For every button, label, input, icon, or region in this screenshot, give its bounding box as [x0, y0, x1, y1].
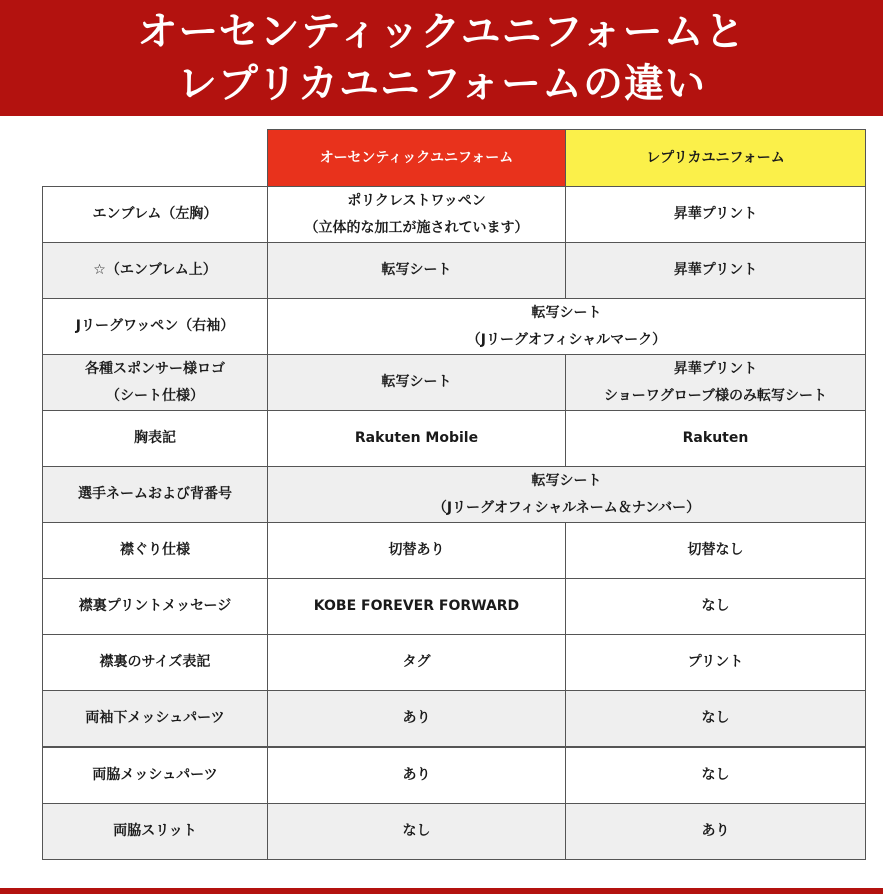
item-cell-text: 選手ネームおよび背番号	[78, 486, 232, 502]
authentic-cell	[268, 523, 566, 579]
authentic-cell-text: Rakuten Mobile	[354, 430, 479, 446]
item-cell-text: （シート仕様）	[106, 387, 204, 404]
authentic-cell-text: あり	[402, 767, 431, 783]
header-authentic: オーセンティックユニフォーム	[268, 130, 566, 187]
authentic-cell	[268, 691, 566, 747]
item-cell	[43, 748, 268, 804]
replica-cell	[566, 691, 866, 747]
authentic-cell-text: なし	[402, 823, 431, 839]
authentic-cell-text: KOBE FOREVER FORWARD	[313, 598, 520, 614]
item-cell-text: 襟ぐり仕様	[120, 542, 190, 558]
title-line-2: レプリカユニフォームの違い	[177, 61, 706, 107]
header-blank-cell	[43, 130, 268, 187]
item-cell-text: 両脇スリット	[113, 823, 197, 839]
item-cell	[43, 523, 268, 579]
authentic-cell	[268, 579, 566, 635]
authentic-cell-text: 切替あり	[388, 542, 445, 558]
authentic-cell	[268, 748, 566, 804]
table-row	[43, 243, 866, 299]
replica-cell	[566, 635, 866, 691]
item-cell	[43, 467, 268, 523]
item-cell	[43, 635, 268, 691]
authentic-cell	[268, 635, 566, 691]
table-row	[43, 355, 866, 411]
item-cell	[43, 804, 268, 860]
replica-cell	[566, 243, 866, 299]
replica-cell-text: 昇華プリント	[673, 360, 758, 377]
replica-cell-text: 切替なし	[687, 542, 744, 558]
item-cell-text: エンブレム（左胸）	[92, 206, 218, 222]
table-row	[43, 579, 866, 635]
table-row	[43, 804, 866, 860]
authentic-cell-text: （立体的な加工が施されています）	[304, 219, 529, 236]
replica-cell	[566, 579, 866, 635]
item-cell	[43, 187, 268, 243]
replica-cell-text: なし	[701, 598, 730, 614]
authentic-cell-text: 転写シート	[381, 262, 452, 278]
replica-cell	[566, 187, 866, 243]
item-cell-text: 襟裏のサイズ表記	[99, 654, 211, 670]
item-cell-text: Jリーグワッペン（右袖）	[75, 318, 235, 334]
replica-cell-text: プリント	[687, 654, 744, 670]
replica-cell	[566, 748, 866, 804]
comparison-table	[42, 129, 866, 860]
item-cell-text: ☆（エンブレム上）	[93, 262, 217, 278]
table-row	[43, 187, 866, 243]
authentic-cell	[268, 243, 566, 299]
replica-cell-text: なし	[701, 767, 730, 783]
item-cell	[43, 355, 268, 411]
table-row	[43, 691, 866, 747]
authentic-cell	[268, 355, 566, 411]
replica-cell	[566, 355, 866, 411]
item-cell	[43, 411, 268, 467]
table-row	[43, 748, 866, 804]
shared-cell	[268, 299, 866, 355]
authentic-cell-text: あり	[402, 710, 431, 726]
replica-cell-text: なし	[701, 710, 730, 726]
shared-cell-text: （Jリーグオフィシャルネーム＆ナンバー）	[432, 499, 701, 516]
item-cell	[43, 243, 268, 299]
shared-cell-text: 転写シート	[531, 472, 602, 489]
table-row	[43, 411, 866, 467]
item-cell	[43, 299, 268, 355]
replica-cell-text: ショーワグローブ様のみ転写シート	[603, 387, 828, 404]
item-cell-text: 各種スポンサー様ロゴ	[85, 360, 225, 377]
title-banner	[0, 0, 883, 116]
replica-cell-text: 昇華プリント	[673, 206, 758, 222]
item-cell-text: 両脇メッシュパーツ	[92, 767, 218, 783]
authentic-cell-text: 転写シート	[381, 374, 452, 390]
shared-cell-text: 転写シート	[531, 304, 602, 321]
table-row	[43, 523, 866, 579]
item-cell	[43, 691, 268, 747]
item-cell-text: 襟裏プリントメッセージ	[78, 598, 232, 614]
title-line-1: オーセンティックユニフォームと	[137, 9, 746, 55]
authentic-cell	[268, 187, 566, 243]
table-row	[43, 635, 866, 691]
authentic-cell	[268, 804, 566, 860]
authentic-cell	[268, 411, 566, 467]
item-cell-text: 両袖下メッシュパーツ	[85, 710, 225, 726]
replica-cell	[566, 804, 866, 860]
item-cell	[43, 579, 268, 635]
header-replica: レプリカユニフォーム	[566, 130, 866, 187]
header-row	[43, 130, 866, 187]
shared-cell-text: （Jリーグオフィシャルマーク）	[466, 331, 667, 348]
replica-cell	[566, 523, 866, 579]
item-cell-text: 胸表記	[134, 430, 176, 446]
table-row	[43, 467, 866, 523]
authentic-cell-text: ポリクレストワッペン	[347, 192, 486, 209]
authentic-cell-text: タグ	[402, 654, 431, 670]
replica-cell-text: Rakuten	[682, 430, 749, 446]
replica-cell-text: 昇華プリント	[673, 262, 758, 278]
replica-cell-text: あり	[701, 823, 730, 839]
bottom-rule	[0, 888, 883, 894]
table-row	[43, 299, 866, 355]
shared-cell	[268, 467, 866, 523]
replica-cell	[566, 411, 866, 467]
